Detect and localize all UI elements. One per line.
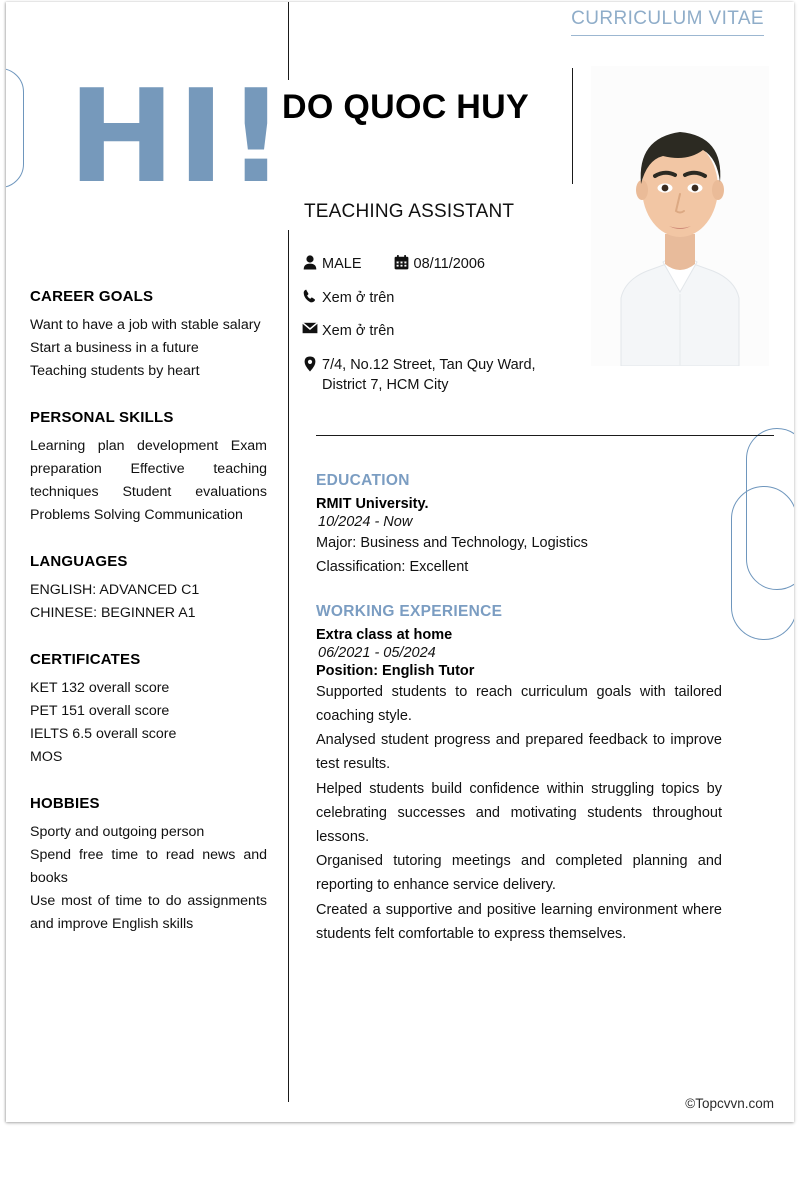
contact-row-address bbox=[298, 355, 568, 396]
vertical-divider-top bbox=[288, 2, 289, 80]
career-goals-item: Want to have a job with stable salary bbox=[30, 317, 261, 333]
personal-skills-text: Learning plan development Exam preparation Effective teaching techniques Student evaluations Problems Solving Communication bbox=[30, 438, 267, 523]
hobby-item: Spend free time to read news and books bbox=[30, 847, 267, 886]
experience-position: Position: English Tutor bbox=[316, 662, 475, 679]
contact-row-phone bbox=[298, 288, 568, 309]
calendar-icon bbox=[390, 254, 414, 270]
certificate-item: IELTS 6.5 overall score bbox=[30, 726, 177, 742]
left-sidebar bbox=[30, 288, 267, 936]
person-icon bbox=[298, 254, 322, 270]
vertical-divider-bottom bbox=[288, 230, 289, 1102]
working-experience-heading: WORKING EXPERIENCE bbox=[316, 602, 503, 620]
cv-page bbox=[6, 2, 794, 1122]
contact-row-email bbox=[298, 321, 568, 342]
experience-period: 06/2021 - 05/2024 bbox=[318, 644, 436, 661]
language-item: ENGLISH: ADVANCED C1 bbox=[30, 582, 200, 598]
education-major: Major: Business and Technology, Logistics bbox=[316, 535, 588, 551]
name-divider bbox=[572, 68, 573, 184]
experience-duty: Organised tutoring meetings and completed planning and reporting to enhance service delivery. bbox=[316, 853, 722, 894]
experience-company: Extra class at home bbox=[316, 626, 453, 643]
job-title: TEACHING ASSISTANT bbox=[304, 201, 515, 222]
decorative-rounded-outline-left bbox=[6, 68, 24, 188]
experience-duty: Supported students to reach curriculum goals with tailored coaching style. bbox=[316, 683, 722, 724]
decorative-rounded-outline-right-a bbox=[746, 428, 794, 590]
personal-skills-heading: PERSONAL SKILLS bbox=[30, 409, 174, 426]
certificate-item: PET 151 overall score bbox=[30, 703, 170, 719]
hobby-item: Use most of time to do assignments and improve English skills bbox=[30, 893, 267, 932]
gender-value: MALE bbox=[322, 256, 362, 272]
hi-logo: HI! bbox=[68, 63, 288, 212]
phone-icon bbox=[298, 288, 322, 303]
career-goals-item: Start a business in a future bbox=[30, 340, 199, 356]
decorative-rounded-outline-right-b bbox=[731, 486, 794, 640]
contact-info bbox=[298, 254, 568, 409]
phone-value: Xem ở trên bbox=[322, 289, 395, 306]
experience-duty: Helped students build confidence within struggling topics by celebrating successes and motivating students throughout lessons. bbox=[316, 781, 722, 845]
page-title: DO QUOC HUY bbox=[282, 88, 529, 126]
education-period: 10/2024 - Now bbox=[318, 514, 413, 530]
career-goals-heading: CAREER GOALS bbox=[30, 288, 154, 305]
hobby-item: Sporty and outgoing person bbox=[30, 824, 205, 840]
curriculum-vitae-label: CURRICULUM VITAE bbox=[571, 8, 764, 36]
address-value: 7/4, No.12 Street, Tan Quy Ward, District 7, HCM City bbox=[322, 356, 536, 394]
certificates-heading: CERTIFICATES bbox=[30, 651, 141, 668]
contact-row-gender-birthdate bbox=[298, 254, 568, 275]
email-icon bbox=[298, 321, 322, 334]
language-item: CHINESE: BEGINNER A1 bbox=[30, 605, 196, 621]
main-content bbox=[316, 472, 722, 947]
footer-copyright: ©Topcvvn.com bbox=[685, 1096, 774, 1111]
education-heading: EDUCATION bbox=[316, 472, 410, 489]
hobbies-heading: HOBBIES bbox=[30, 795, 100, 812]
education-school: RMIT University. bbox=[316, 496, 429, 512]
certificate-item: KET 132 overall score bbox=[30, 680, 170, 696]
experience-duty: Analysed student progress and prepared feedback to improve test results. bbox=[316, 732, 722, 773]
education-classification: Classification: Excellent bbox=[316, 559, 469, 576]
location-pin-icon bbox=[298, 355, 322, 372]
avatar bbox=[591, 66, 769, 366]
email-value: Xem ở trên bbox=[322, 323, 395, 340]
certificate-item: MOS bbox=[30, 749, 63, 765]
languages-heading: LANGUAGES bbox=[30, 553, 128, 570]
birthdate-value: 08/11/2006 bbox=[413, 256, 485, 272]
experience-duty: Created a supportive and positive learning environment where students felt comfortable to express themselves. bbox=[316, 901, 722, 942]
career-goals-item: Teaching students by heart bbox=[30, 363, 200, 379]
section-divider bbox=[316, 435, 774, 436]
